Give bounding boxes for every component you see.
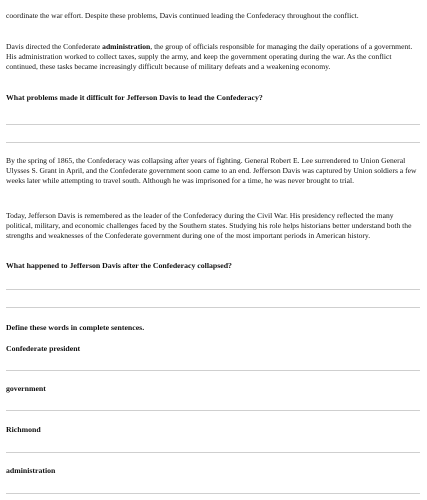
answer-line [6, 307, 420, 308]
paragraph-legacy: Today, Jefferson Davis is remembered as the leader of the Confederacy during the Civil War. His presidency reflected the many political, military, and economic challenges faced by the Southern states. Studying his role helps historians better understand both the strengths and weaknesses of the Confederate government during one of the most important periods in American history. [6, 211, 412, 240]
paragraph-administration [6, 42, 418, 72]
answer-line [6, 370, 420, 371]
paragraph-collapse: By the spring of 1865, the Confederacy was collapsing after years of fighting. General Robert E. Lee surrendered to Union General Ulysses S. Grant in April, and the Confederate government soon came to an end. Jefferson Davis was captured by Union soldiers a few weeks later while attempting to travel south. Although he was imprisoned for a time, he was never brought to trial. [6, 156, 417, 185]
paragraph-text: Davis directed the Confederate [6, 42, 103, 51]
question-2: What happened to Jefferson Davis after the Confederacy collapsed? [6, 261, 232, 270]
define-heading: Define these words in complete sentences. [6, 323, 145, 332]
paragraph-text: , the group of officials responsible for managing the daily operations of a government. His administration worked to collect taxes, supply the army, and keep the government operating during the war. As the conflict continued, these tasks became increasingly difficult because of military defeats and a weakening economy. [6, 42, 413, 71]
bold-term-administration: administration [102, 42, 151, 51]
answer-line [6, 124, 420, 125]
answer-line [6, 289, 420, 290]
answer-line [6, 493, 420, 494]
term-label: government [6, 384, 46, 393]
answer-line [6, 142, 420, 143]
answer-line [6, 452, 420, 453]
term-label: administration [6, 466, 56, 475]
term-label: Confederate president [6, 344, 81, 353]
answer-line [6, 410, 420, 411]
term-label: Richmond [6, 425, 41, 434]
question-1: What problems made it difficult for Jefferson Davis to lead the Confederacy? [6, 93, 263, 102]
paragraph-war-effort: coordinate the war effort. Despite these problems, Davis continued leading the Confederacy throughout the conflict. [6, 11, 359, 20]
